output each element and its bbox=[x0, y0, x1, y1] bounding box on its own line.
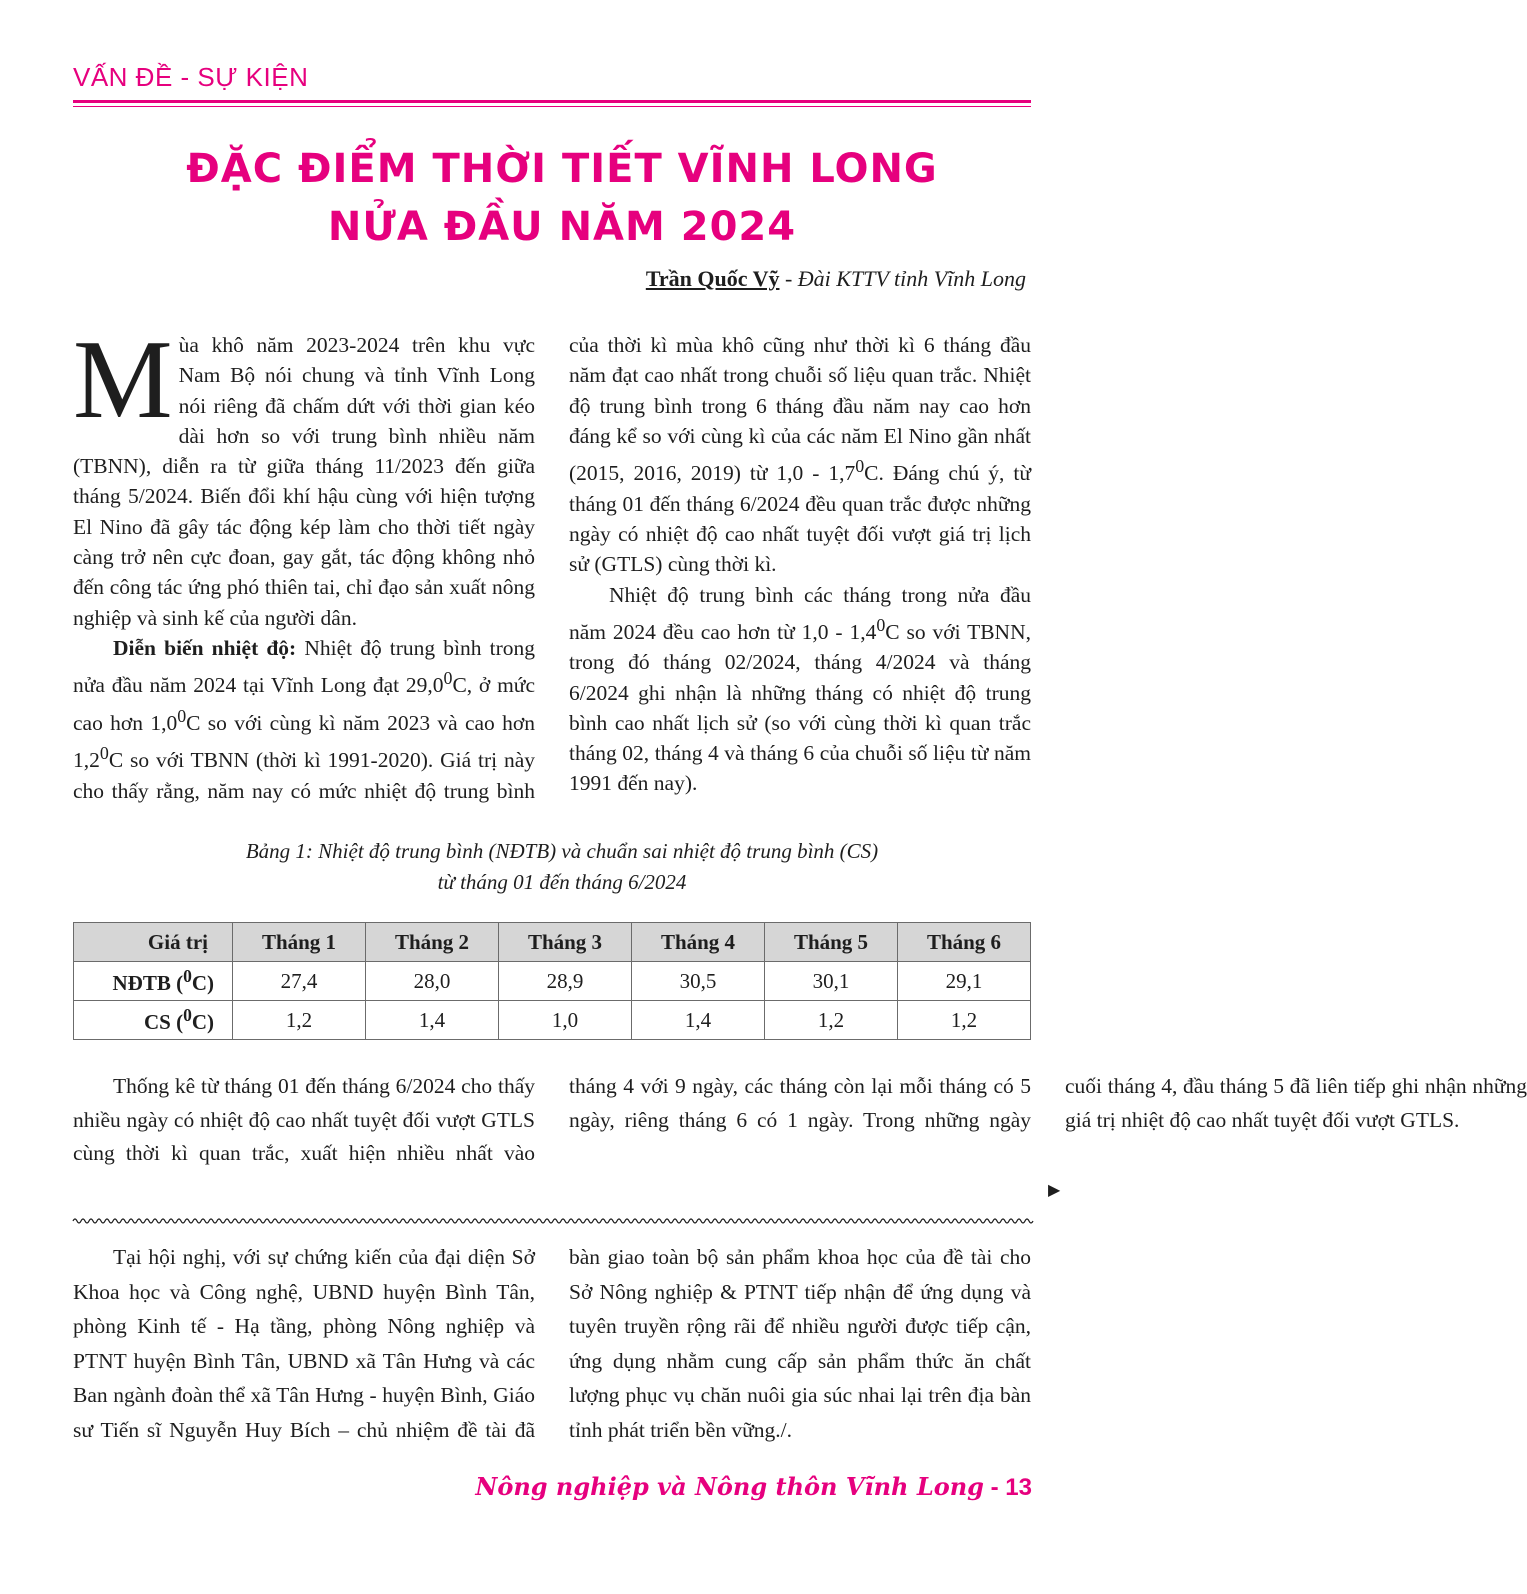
article-body-lower bbox=[73, 1070, 1527, 1198]
drop-cap: M bbox=[73, 318, 173, 442]
table-cell: 1,2 bbox=[898, 1001, 1031, 1040]
table-cell: 1,4 bbox=[632, 1001, 765, 1040]
temp-text-e: C. Đáng chú ý, từ tháng 01 đến tháng 6/2024 đều quan trắc được những ngày có nhiệt độ cao nhất tuyệt đối vượt giá trị lịch sử (GTLS) cùng thời kì. bbox=[569, 461, 1031, 577]
table-cell: 28,0 bbox=[366, 962, 499, 1001]
magazine-name: Nông nghiệp và Nông thôn Vĩnh Long bbox=[475, 1472, 984, 1501]
table-cell: 1,2 bbox=[765, 1001, 898, 1040]
monthly-text-a: Nhiệt độ trung bình các tháng trong nửa đầu năm 2024 đều cao hơn từ 1,0 - 1,4 bbox=[569, 582, 1031, 644]
other-article-body bbox=[73, 1240, 1031, 1460]
paragraph-statistics: Thống kê từ tháng 01 đến tháng 6/2024 cho thấy nhiều ngày có nhiệt độ cao nhất tuyệt đối vượt GTLS cùng thời kì quan trắc, xuất hiện nhiều nhất vào tháng 4 với 9 ngày, các tháng còn lại mỗi tháng có 5 ngày, riêng tháng 6 có 1 ngày. Trong những ngày cuối tháng 4, đầu tháng 5 đã liên tiếp ghi nhận những giá trị nhiệt độ cao nhất tuyệt đối vượt GTLS. bbox=[73, 1074, 1527, 1165]
header-rule-thin bbox=[73, 106, 1031, 107]
table-row bbox=[74, 1001, 1031, 1040]
degree-sup: 0 bbox=[443, 668, 453, 689]
table-cell: 30,5 bbox=[632, 962, 765, 1001]
temp-text-b: C, ở mức cao hơn 1,0 bbox=[73, 673, 535, 735]
table-header-row bbox=[74, 923, 1031, 962]
table-cell: 27,4 bbox=[233, 962, 366, 1001]
temp-text-a: Nhiệt độ trung bình trong nửa đầu năm 2024 tại Vĩnh Long đạt 29,0 bbox=[73, 635, 536, 698]
article-title bbox=[73, 140, 1051, 256]
page-number: 13 bbox=[1005, 1474, 1032, 1501]
table-header-month: Tháng 6 bbox=[898, 923, 1031, 962]
header-rule-thick bbox=[73, 100, 1031, 103]
table-caption bbox=[73, 836, 1051, 898]
title-line-2: NỬA ĐẦU NĂM 2024 bbox=[327, 204, 797, 250]
degree-sup: 0 bbox=[177, 705, 187, 726]
degree-sup: 0 bbox=[876, 614, 886, 635]
degree-sup: 0 bbox=[855, 456, 865, 477]
table-header-month: Tháng 5 bbox=[765, 923, 898, 962]
article-body-upper bbox=[73, 318, 1031, 816]
row-label-cs bbox=[74, 1001, 233, 1040]
degree-sup: 0 bbox=[183, 966, 192, 986]
intro-text: ùa khô năm 2023-2024 trên khu vực Nam Bộ nói chung và tỉnh Vĩnh Long nói riêng đã chấm dứt với thời gian kéo dài hơn so với trung bình nhiều năm (TBNN), diễn ra từ giữa tháng 11/2023 đến giữa tháng 5/2024. Biến đổi khí hậu cùng với hiện tượng El Nino đã gây tác động kép làm cho thời tiết ngày càng trở nên cực đoan, gay gắt, tác động không nhỏ đến công tác ứng phó thiên tai, chỉ đạo sản xuất nông nghiệp và sinh kế của người dân. bbox=[73, 333, 535, 630]
title-line-1: ĐẶC ĐIỂM THỜI TIẾT VĨNH LONG bbox=[186, 146, 938, 192]
degree-sup: 0 bbox=[99, 743, 109, 764]
table-header-month: Tháng 2 bbox=[366, 923, 499, 962]
page-footer bbox=[475, 1472, 1032, 1502]
caption-line-2: từ tháng 01 đến tháng 6/2024 bbox=[437, 870, 687, 894]
temperature-heading: Diễn biến nhiệt độ: bbox=[113, 635, 297, 660]
table-cell: 30,1 bbox=[765, 962, 898, 1001]
byline-separator: - bbox=[779, 266, 798, 291]
table-row bbox=[74, 962, 1031, 1001]
table-header-month: Tháng 3 bbox=[499, 923, 632, 962]
table-header-month: Tháng 1 bbox=[233, 923, 366, 962]
row-label-text: NĐTB ( bbox=[112, 971, 184, 995]
byline bbox=[646, 266, 1026, 292]
caption-line-1: Bảng 1: Nhiệt độ trung bình (NĐTB) và chuẩn sai nhiệt độ trung bình (CS) bbox=[245, 839, 879, 863]
row-label-text: CS ( bbox=[143, 1010, 184, 1034]
temp-text-d: C so với TBNN (thời kì 1991-2020). Giá trị này cho thấy rằng, năm nay có mức nhiệt độ trung bình của thời kì mùa khô cũng như thời kì 6 tháng đầu năm đạt cao nhất trong chuỗi số liệu quan trắc. Nhiệt độ trung bình trong 6 tháng đầu năm nay cao hơn đáng kể so với cùng kì của các năm El Nino gần nhất (2015, 2016, 2019) từ 1,0 - 1,7 bbox=[73, 333, 1031, 803]
table-cell: 1,4 bbox=[366, 1001, 499, 1040]
footer-separator: - bbox=[983, 1474, 1006, 1501]
row-label-unit: C) bbox=[191, 1010, 214, 1034]
table-cell: 1,0 bbox=[499, 1001, 632, 1040]
degree-sup: 0 bbox=[183, 1005, 192, 1025]
monthly-text-b: C so với TBNN, trong đó tháng 02/2024, tháng 4/2024 và tháng 6/2024 ghi nhận là những tháng có nhiệt độ trung bình cao nhất lịch sử (so với cùng thời kì quan trắc tháng 02, tháng 4 và tháng 6 của chuỗi số liệu từ năm 1991 đến nay). bbox=[569, 619, 1031, 796]
author-organization: Đài KTTV tỉnh Vĩnh Long bbox=[797, 266, 1026, 291]
table-cell: 29,1 bbox=[898, 962, 1031, 1001]
paragraph-monthly bbox=[569, 580, 1031, 799]
right-arrowhead-icon: ▶ bbox=[1048, 1182, 1061, 1199]
section-label: VẤN ĐỀ - SỰ KIỆN bbox=[73, 62, 309, 92]
paragraph-intro bbox=[73, 318, 535, 633]
author-name: Trần Quốc Vỹ bbox=[645, 266, 780, 291]
wavy-divider bbox=[73, 1216, 1031, 1226]
row-label-ndtb bbox=[74, 962, 233, 1001]
table-header-label: Giá trị bbox=[74, 923, 233, 962]
paragraph-conference: Tại hội nghị, với sự chứng kiến của đại diện Sở Khoa học và Công nghệ, UBND huyện Bình Tân, phòng Kinh tế - Hạ tầng, phòng Nông nghiệp và PTNT huyện Bình Tân, UBND xã Tân Hưng và các Ban ngành đoàn thể xã Tân Hưng - huyện Bình, Giáo sư Tiến sĩ Nguyễn Huy Bích – chủ nhiệm đề tài đã bàn giao toàn bộ sản phẩm khoa học của đề tài cho Sở Nông nghiệp & PTNT tiếp nhận để ứng dụng và tuyên truyền rộng rãi để nhiều người được tiếp cận, ứng dụng nhằm cung cấp sản phẩm thức ăn chất lượng phục vụ chăn nuôi gia súc nhai lại trên địa bàn tỉnh phát triển bền vững./. bbox=[73, 1245, 1031, 1442]
row-label-unit: C) bbox=[191, 971, 214, 995]
table-cell: 1,2 bbox=[233, 1001, 366, 1040]
temperature-table bbox=[73, 922, 1031, 1040]
table-header-month: Tháng 4 bbox=[632, 923, 765, 962]
table-cell: 28,9 bbox=[499, 962, 632, 1001]
temp-text-c: C so với cùng kì năm 2023 và cao hơn 1,2 bbox=[73, 710, 535, 773]
